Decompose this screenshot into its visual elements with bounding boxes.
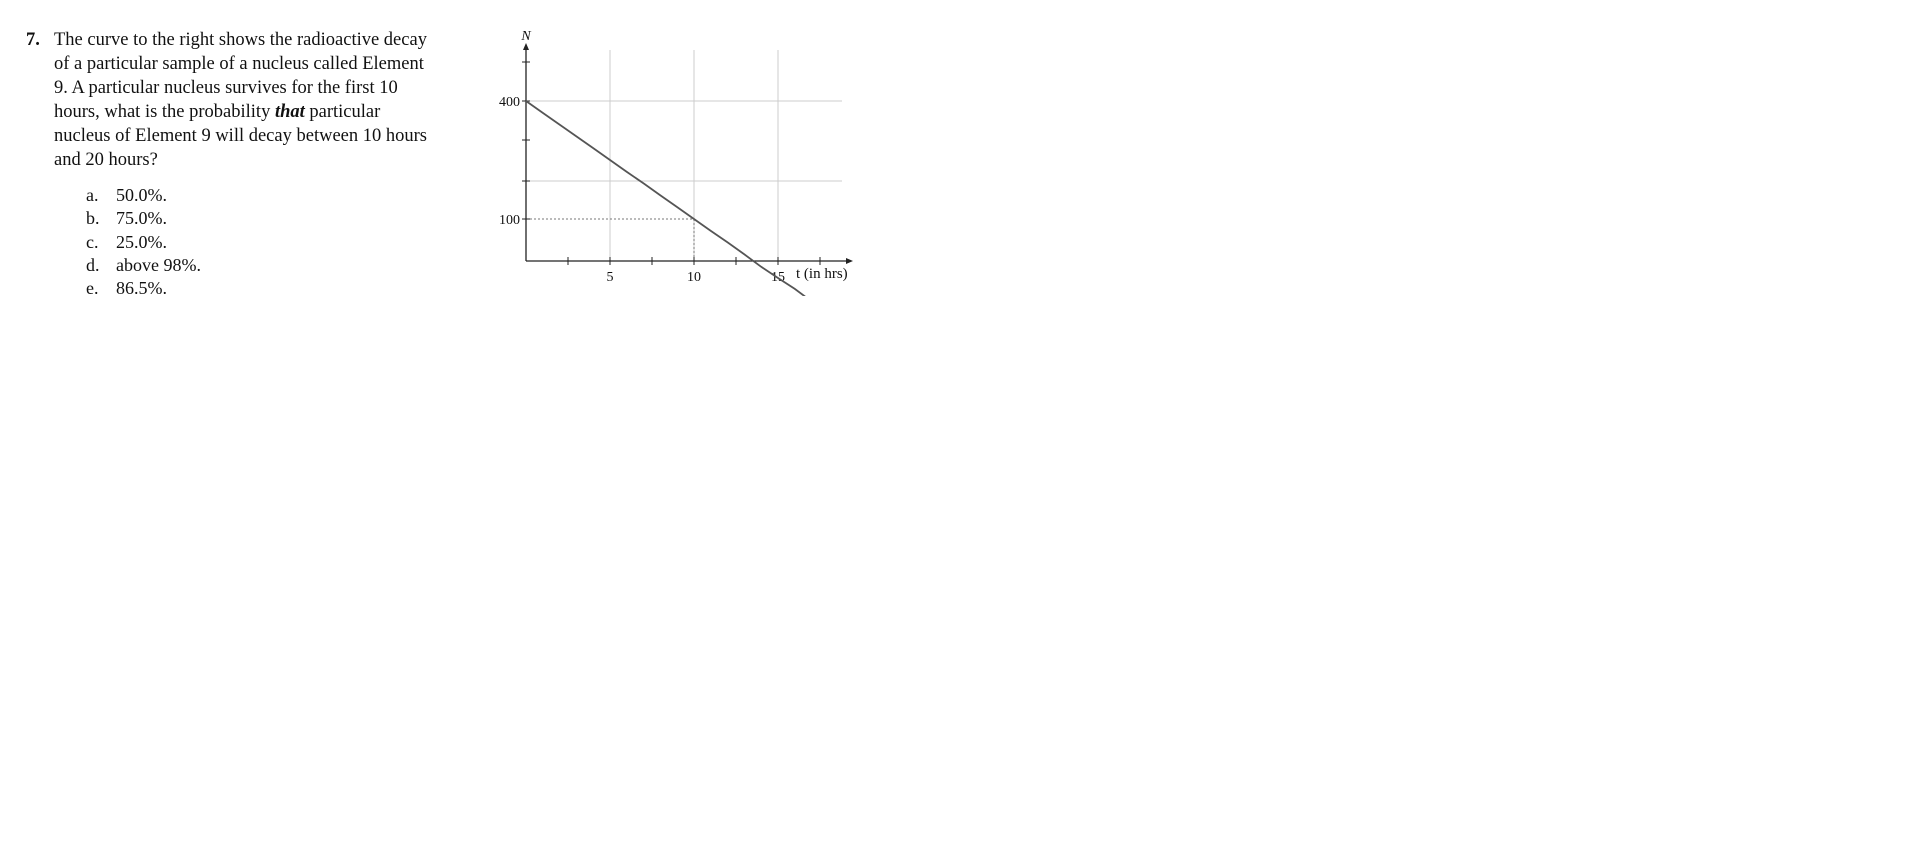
x-tick-label-5: 5 xyxy=(606,270,614,285)
choice-text: 75.0%. xyxy=(116,208,167,229)
choice-text: 25.0%. xyxy=(116,231,167,252)
choice-text: above 98%. xyxy=(116,254,201,275)
x-axis-arrow xyxy=(846,258,853,264)
emphasis-that: that xyxy=(274,102,305,122)
choice-letter: a. xyxy=(86,185,99,205)
choice-d[interactable] xyxy=(86,254,201,277)
choice-text: 50.0%. xyxy=(116,185,167,205)
decay-chart xyxy=(486,26,866,296)
choice-letter: b. xyxy=(86,208,100,229)
x-axis-label: t (in hrs) xyxy=(796,266,848,282)
question-line-3: 9. A particular nucleus survives for the first 10 xyxy=(54,78,398,98)
question-text xyxy=(54,28,474,172)
y-tick-label-400: 400 xyxy=(499,95,520,110)
question-line-4 xyxy=(54,100,474,124)
choice-text: 86.5%. xyxy=(116,278,167,299)
choice-b[interactable] xyxy=(86,207,201,230)
choice-letter: e. xyxy=(86,278,99,299)
question-line-4-end: particular xyxy=(304,102,381,122)
y-tick-label-100: 100 xyxy=(499,213,520,228)
y-axis-label: N xyxy=(521,29,531,44)
choice-letter: d. xyxy=(86,254,100,275)
choice-c[interactable] xyxy=(86,231,201,254)
choice-letter: c. xyxy=(86,231,99,252)
question-line-1: The curve to the right shows the radioactive decay xyxy=(54,30,427,50)
choice-a[interactable] xyxy=(86,184,201,207)
x-tick-label-15: 15 xyxy=(771,270,785,285)
question-number: 7. xyxy=(26,30,40,50)
choice-e[interactable] xyxy=(86,277,201,300)
question-line-6: and 20 hours? xyxy=(54,150,158,170)
question-line-4-start: hours, what is the probability xyxy=(54,102,275,122)
decay-curve xyxy=(526,101,828,296)
y-axis-arrow xyxy=(523,43,529,50)
question-line-2: of a particular sample of a nucleus called Element xyxy=(54,54,424,74)
x-tick-label-10: 10 xyxy=(687,270,701,285)
answer-choices xyxy=(86,184,201,300)
question-line-5: nucleus of Element 9 will decay between 10 hours xyxy=(54,126,427,146)
